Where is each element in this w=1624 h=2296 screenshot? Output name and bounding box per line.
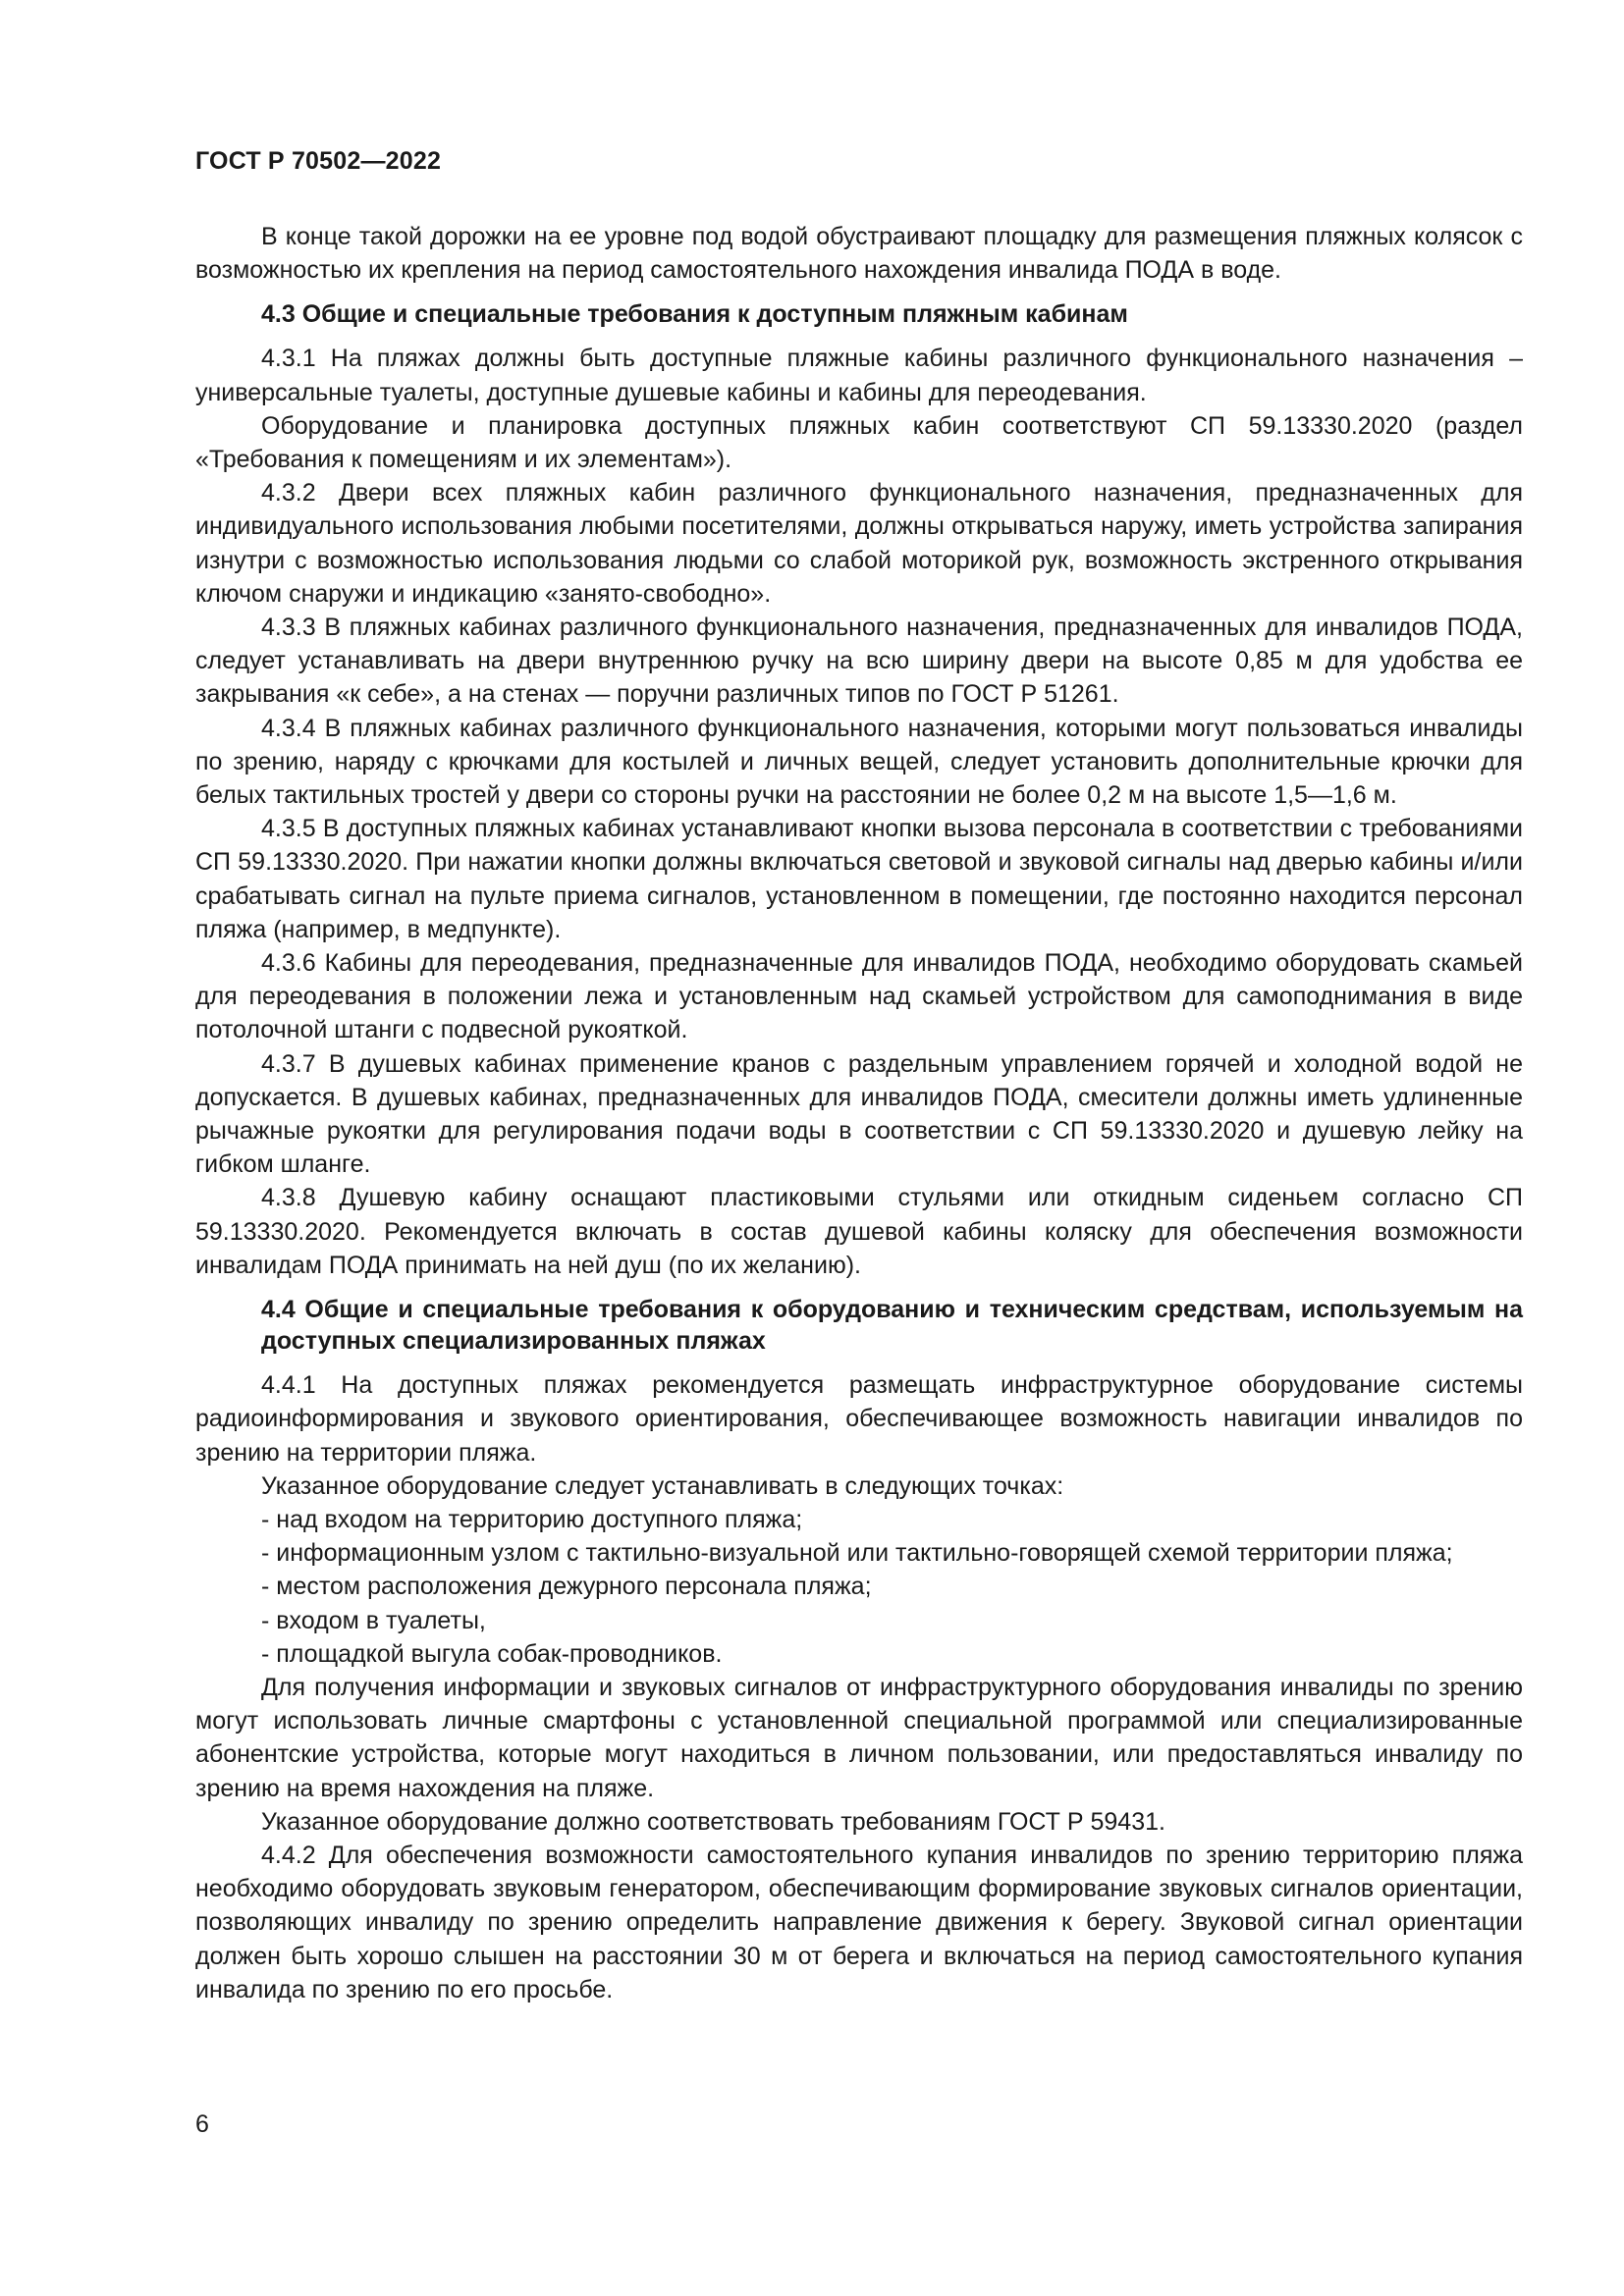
list-item: - информационным узлом с тактильно-визуальной или тактильно-говорящей схемой территории пляжа; <box>261 1539 1453 1568</box>
paragraph-smartphones: Для получения информации и звуковых сигналов от инфраструктурного оборудования инвалиды по зрению могут использовать личные смартфоны с установленной специальной программой или специализированные абонентские устройства, которые могут находиться в личном пользовании, или предоставляться инвалиду по зрению на время нахождения на пляже. <box>195 1673 1523 1802</box>
list-item: - входом в туалеты, <box>261 1606 486 1634</box>
paragraph-4-3-6: 4.3.6 Кабины для переодевания, предназначенные для инвалидов ПОДА, необходимо оборудовать скамьей для переодевания в положении лежа и установленным над скамьей устройством для самоподнимания в виде потолочной штанги с подвесной рукояткой. <box>195 949 1523 1044</box>
paragraph-4-4-2: 4.4.2 Для обеспечения возможности самостоятельного купания инвалидов по зрению территорию пляжа необходимо оборудовать звуковым генератором, обеспечивающим формирование звуковых сигналов ориентации, позволяющих инвалиду по зрению определить направление движения к берегу. Звуковой сигнал ориентации должен быть хорошо слышен на расстоянии 30 м от берега и включаться на период самостоятельного купания инвалида по зрению по его просьбе. <box>195 1841 1523 2003</box>
page-number: 6 <box>195 2110 209 2138</box>
paragraph-4-3-7: 4.3.7 В душевых кабинах применение кранов с раздельным управлением горячей и холодной водой не допускается. В душевых кабинах, предназначенных для инвалидов ПОДА, смесители должны иметь удлиненные рычажные рукоятки для регулирования подачи воды в соответствии с СП 59.13330.2020 и душевую лейку на гибком шланге. <box>195 1049 1523 1179</box>
paragraph-points-intro: Указанное оборудование следует устанавливать в следующих точках: <box>261 1471 1064 1500</box>
paragraph-gost-compliance: Указанное оборудование должно соответствовать требованиям ГОСТ Р 59431. <box>261 1807 1165 1836</box>
paragraph-4-3-2: 4.3.2 Двери всех пляжных кабин различного функционального назначения, предназначенных для индивидуального использования любыми посетителями, должны открываться наружу, иметь устройства запирания изнутри с возможностью использования людьми со слабой моторикой рук, возможность экстренного открывания ключом снаружи и индикацию «занято-свободно». <box>195 479 1523 608</box>
paragraph-4-3-8: 4.3.8 Душевую кабину оснащают пластиковыми стульями или откидным сиденьем согласно СП 59.13330.2020. Рекомендуется включать в состав душевой кабины коляску для обеспечения возможности инвалидам ПОДА принимать на ней душ (по их желанию). <box>195 1184 1523 1279</box>
paragraph-4-3-3: 4.3.3 В пляжных кабинах различного функционального назначения, предназначенных для инвалидов ПОДА, следует устанавливать на двери внутреннюю ручку на всю ширину двери на высоте 0,85 м для удобства ее закрывания «к себе», а на стенах — поручни различных типов по ГОСТ Р 51261. <box>195 614 1523 709</box>
list-item: - над входом на территорию доступного пляжа; <box>261 1505 803 1533</box>
paragraph-4-3-1-equipment: Оборудование и планировка доступных пляжных кабин соответствуют СП 59.13330.2020 (раздел «Требования к помещениям и их элементам»). <box>195 411 1523 474</box>
section-heading-4-4: 4.4 Общие и специальные требования к оборудованию и техническим средствам, используемым на доступных специализированных пляжах <box>261 1296 1523 1356</box>
paragraph-4-3-5: 4.3.5 В доступных пляжных кабинах устанавливают кнопки вызова персонала в соответствии с требованиями СП 59.13330.2020. При нажатии кнопки должны включаться световой и звуковой сигналы над дверью кабины и/или срабатывать сигнал на пульте приема сигналов, установленном в помещении, где постоянно находится персонал пляжа (например, в медпункте). <box>195 815 1523 943</box>
list-item: - площадкой выгула собак-проводников. <box>261 1639 723 1668</box>
paragraph-4-3-1: 4.3.1 На пляжах должны быть доступные пляжные кабины различного функционального назначения – универсальные туалеты, доступные душевые кабины и кабины для переодевания. <box>195 345 1523 406</box>
section-heading-4-3: 4.3 Общие и специальные требования к доступным пляжным кабинам <box>261 300 1128 329</box>
document-header-code: ГОСТ Р 70502—2022 <box>195 147 442 175</box>
document-body <box>195 220 1523 2006</box>
paragraph-intro: В конце такой дорожки на ее уровне под водой обустраивают площадку для размещения пляжных колясок с возможностью их крепления на период самостоятельного нахождения инвалида ПОДА в воде. <box>195 223 1523 285</box>
paragraph-4-3-4: 4.3.4 В пляжных кабинах различного функционального назначения, которыми могут пользоваться инвалиды по зрению, наряду с крючками для костылей и личных вещей, следует установить дополнительные крючки для белых тактильных тростей у двери со стороны ручки на расстоянии не более 0,2 м на высоте 1,5—1,6 м. <box>195 714 1523 810</box>
list-item: - местом расположения дежурного персонала пляжа; <box>261 1573 872 1601</box>
paragraph-4-4-1: 4.4.1 На доступных пляжах рекомендуется размещать инфраструктурное оборудование системы радиоинформирования и звукового ориентирования, обеспечивающее возможность навигации инвалидов по зрению на территории пляжа. <box>195 1371 1523 1467</box>
